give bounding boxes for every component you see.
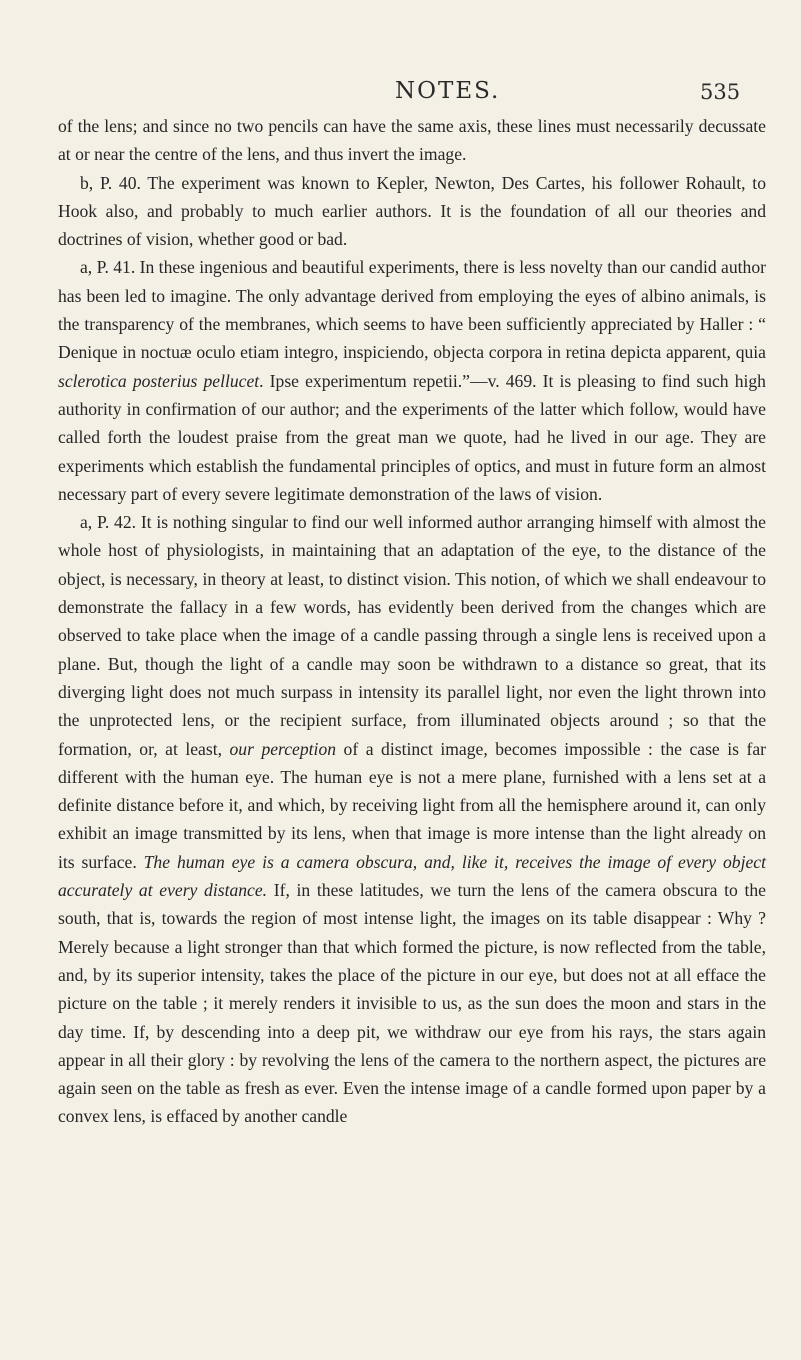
paragraph-text: a, P. 41. In these ingenious and beautiful experiments, there is less novelty than our candid author has been led to imagine. The only advantage derived from employing the eyes of albino animals, is the transparency of the membranes, which seems to have been sufficiently appreciated by Haller : “ Denique in noctuæ oculo etiam integro, inspiciendo, objecta corpora in retina depicta apparent, quia	[58, 257, 766, 363]
running-head	[60, 78, 741, 108]
running-title: NOTES.	[395, 78, 501, 104]
paragraph-text: of the lens; and since no two pencils can have the same axis, these lines must necessarily decussate at or near the centre of the lens, and thus invert the image.	[58, 116, 766, 165]
paragraph-text: of a distinct image, becomes impossible : the case is far different with the human eye. The human eye is not a mere plane, furnished with a lens set at a definite distance before it, and which, by receiving light from all the hemisphere around it, can only exhibit an image transmitted by its lens, when that image is more intense than the light already on its surface.	[58, 738, 766, 872]
note-paragraph	[58, 253, 766, 508]
notes-body	[58, 112, 766, 1131]
page-number: 535	[700, 80, 741, 104]
italic-text: sclerotica posterius pellucet	[58, 370, 260, 391]
paragraph-text: a, P. 42. It is nothing singular to find our well informed author arranging himself with almost the whole host of physiologists, in maintaining that an adaptation of the eye, to the distance of the object, is necessary, in theory at least, to distinct vision. This notion, of which we shall endeavour to demonstrate the fallacy in a few words, has evidently been derived from the changes which are observed to take place when the image of a candle passing through a single lens is received upon a plane. But, though the light of a candle may soon be withdrawn to a distance so great, that its diverging light does not much surpass in intensity its parallel light, nor even the light thrown into the unprotected lens, or the recipient surface, from illuminated objects around ; so that the formation, or, at least,	[58, 512, 766, 759]
note-paragraph	[58, 169, 766, 254]
note-paragraph	[58, 508, 766, 1131]
italic-text: our perception	[229, 738, 337, 759]
paragraph-text: If, in these latitudes, we turn the lens of the camera obscura to the south, that is, towards the region of most intense light, the images on its table disappear : Why ? Merely because a light stronger than that which formed the picture, is now reflected from the table, and, by its superior intensity, takes the place of the picture in our eye, but does not at all efface the picture on the table ; it merely renders it invisible to us, as the sun does the moon and stars in the day time. If, by descending into a deep pit, we withdraw our eye from his rays, the stars again appear in all their glory : by revolving the lens of the camera to the northern aspect, the pictures are again seen on the table as fresh as ever. Even the intense image of a candle formed upon paper by a convex lens, is effaced by another candle	[58, 880, 766, 1127]
paragraph-text: . Ipse experimentum repetii.”—v. 469. It is pleasing to find such high authority in confirmation of our author; and the experiments of the latter which follow, would have called forth the loudest praise from the great man we quote, had he lived in our age. They are experiments which establish the fundamental principles of optics, and must in future form an almost necessary part of every severe legitimate demonstration of the laws of vision.	[58, 370, 766, 504]
note-paragraph	[58, 112, 766, 169]
paragraph-text: b, P. 40. The experiment was known to Kepler, Newton, Des Cartes, his follower Rohault, to Hook also, and probably to much earlier authors. It is the foundation of all our theories and doctrines of vision, whether good or bad.	[58, 172, 766, 250]
italic-text: The human eye is a camera obscura, and, like it, receives the image of every object accurately at every distance.	[58, 851, 766, 901]
